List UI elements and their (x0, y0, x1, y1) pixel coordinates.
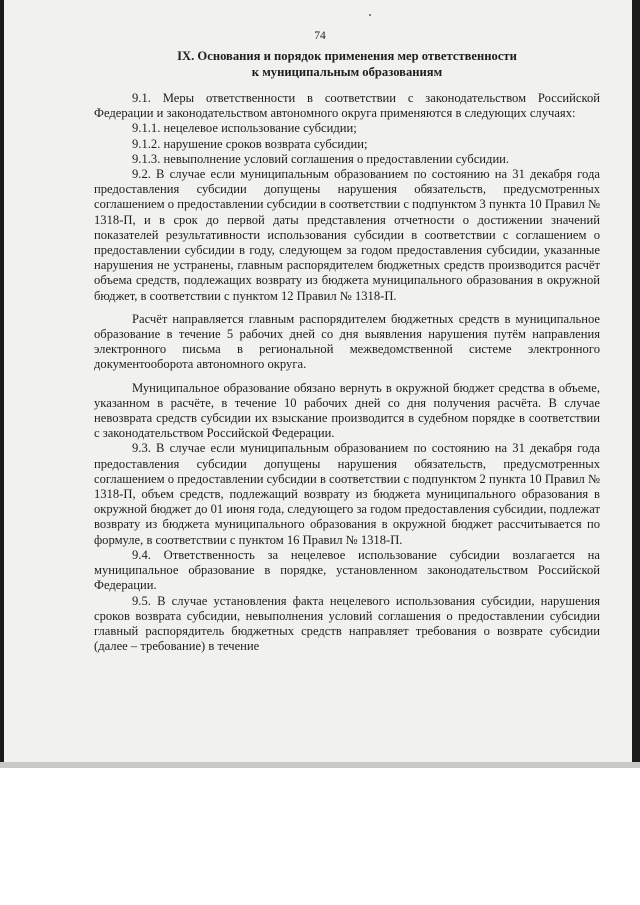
scan-bottom-edge (0, 762, 640, 768)
paragraph-return-obligation: Муниципальное образование обязано вернуть в окружной бюджет средства в объеме, указанном в расчёте, в течение 10 рабочих дней со дня получения расчёта. В случае невозврата средств субсидии их взыскание производится в судебном порядке в соответствии с законодательством Российской Федерации. (94, 380, 600, 441)
paragraph-9-2: 9.2. В случае если муниципальным образованием по состоянию на 31 декабря года предоставления субсидии допущены нарушения обязательств, предусмотренных соглашением о предоставлении субсидии в соответствии с подпунктом 3 пункта 10 Правил № 1318-П, и в срок до первой даты представления отчетности о достижении значений показателей результативности использования субсидии в соответствии с соглашением о предоставлении субсидии в году, следующем за годом предоставления субсидии, указанные нарушения не устранены, главным распорядителем бюджетных средств производится расчёт объема средств, подлежащих возврату из бюджета муниципального образования в окружной бюджет, в соответствии с пунктом 12 Правил № 1318-П. (94, 167, 600, 303)
paragraph-9-1: 9.1. Меры ответственности в соответствии с законодательством Российской Федерации и законодательством автономного округа применяются в следующих случаях: (94, 91, 600, 121)
section-heading (94, 48, 600, 80)
paragraph-9-1-3: 9.1.3. невыполнение условий соглашения о предоставлении субсидии. (132, 151, 510, 166)
page-number: 74 (314, 30, 326, 42)
document-body (94, 91, 600, 654)
scan-speck (369, 14, 371, 16)
paragraph-9-5: 9.5. В случае установления факта нецелевого использования субсидии, нарушения сроков возврата субсидии, невыполнения условий соглашения о предоставлении субсидии главный распорядитель бюджетных средств направляет требования о возврате субсидии (далее – требование) в течение (94, 593, 600, 654)
paragraph-9-4: 9.4. Ответственность за нецелевое использование субсидии возлагается на муниципальное образование в порядке, установленном законодательством Российской Федерации. (94, 547, 600, 593)
scan-right-edge (632, 0, 640, 768)
scan-left-edge (0, 0, 4, 768)
section-heading-line-2: к муниципальным образованиям (251, 65, 443, 79)
paragraph-9-3: 9.3. В случае если муниципальным образованием по состоянию на 31 декабря года предоставления субсидии допущены нарушения обязательств, предусмотренных соглашением о предоставлении субсидии в соответствии с подпунктом 2 пункта 10 Правил № 1318-П, объем средств, подлежащий возврату из бюджета муниципального образования в окружной бюджет до 01 июня года, следующего за годом предоставления субсидии, подлежат возврату из бюджета муниципального образования в окружной бюджет рассчитывается по формуле, в соответствии с пунктом 16 Правил № 1318-П. (94, 441, 600, 547)
section-heading-line-1: IX. Основания и порядок применения мер ответственности (177, 49, 517, 63)
paragraph-9-1-1: 9.1.1. нецелевое использование субсидии; (132, 121, 357, 136)
paragraph-9-1-2: 9.1.2. нарушение сроков возврата субсидии; (132, 136, 368, 151)
paragraph-calculation: Расчёт направляется главным распорядителем бюджетных средств в муниципальное образование в течение 5 рабочих дней со дня выявления нарушения путём направления электронного письма в региональной межведомственной системе электронного документооборота автономного округа. (94, 311, 600, 372)
